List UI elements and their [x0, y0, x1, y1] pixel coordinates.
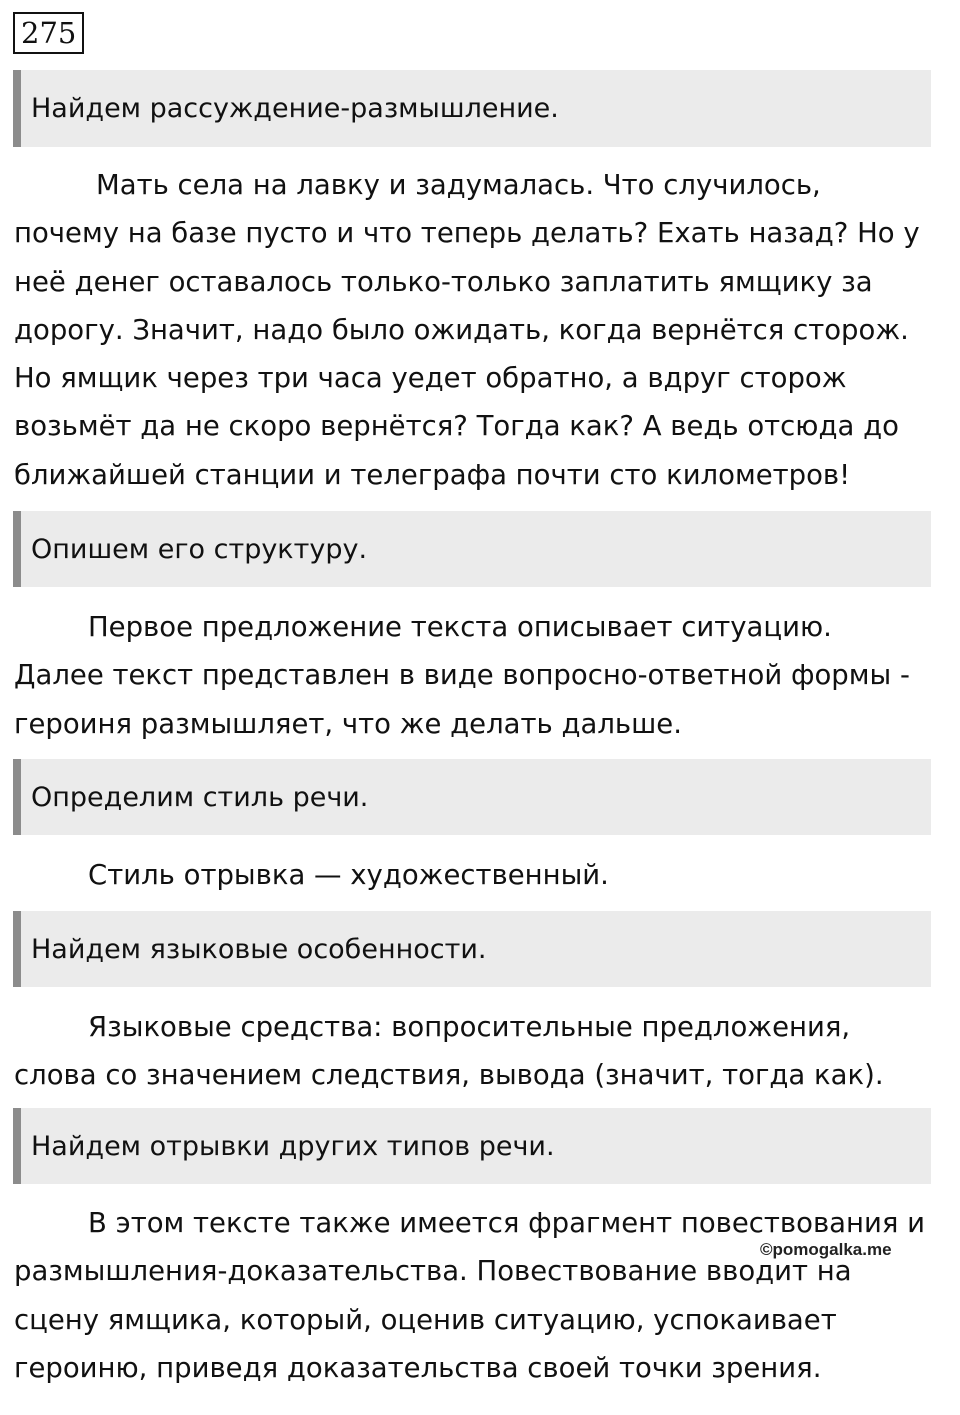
paragraph-line: дорогу. Значит, надо было ожидать, когда вернётся сторож.	[14, 313, 909, 346]
section-heading-text: Найдем рассуждение-размышление.	[31, 93, 559, 124]
paragraph-line: почему на базе пусто и что теперь делать? Ехать назад? Но у	[14, 217, 920, 250]
paragraph-line: размышления-доказательства. Повествование вводит на	[14, 1255, 852, 1288]
watermark: ©pomogalka.me	[760, 1240, 892, 1259]
paragraph-line: Первое предложение текста описывает ситуацию.	[88, 611, 832, 643]
section-heading-text: Найдем отрывки других типов речи.	[31, 1130, 555, 1162]
section-heading-other-types	[13, 1108, 931, 1184]
section-heading-text: Определим стиль речи.	[31, 781, 369, 813]
exercise-number: 275	[13, 12, 84, 54]
paragraph-language-features	[14, 1003, 939, 1100]
section-heading-reasoning	[13, 70, 931, 147]
section-heading-structure	[13, 511, 931, 587]
paragraph-line: слова со значением следствия, вывода (значит, тогда как).	[14, 1059, 884, 1092]
paragraph-line: возьмёт да не скоро вернётся? Тогда как? А ведь отсюда до	[14, 410, 899, 443]
paragraph-line: Далее текст представлен в виде вопросно-ответной формы -	[14, 659, 910, 692]
section-heading-text: Опишем его структуру.	[31, 533, 368, 565]
paragraph-line: Мать села на лавку и задумалась. Что случилось,	[96, 169, 821, 201]
section-heading-text: Найдем языковые особенности.	[31, 933, 487, 965]
paragraph-line: Но ямщик через три часа уедет обратно, а вдруг сторож	[14, 362, 847, 395]
paragraph-line: героиню, приведя доказательства своей точки зрения.	[14, 1351, 822, 1384]
paragraph-line: сцену ямщика, который, оценив ситуацию, успокаивает	[14, 1303, 837, 1336]
paragraph-excerpt	[14, 161, 939, 499]
paragraph-other-types	[14, 1199, 939, 1392]
section-heading-style	[13, 759, 931, 835]
paragraph-line: Языковые средства: вопросительные предложения,	[88, 1011, 851, 1043]
paragraph-structure	[14, 603, 939, 748]
paragraph-line: В этом тексте также имеется фрагмент повествования и	[88, 1207, 926, 1239]
paragraph-line: Стиль отрывка — художественный.	[88, 859, 609, 891]
paragraph-line: героиня размышляет, что же делать дальше.	[14, 707, 682, 740]
paragraph-style	[14, 851, 939, 899]
paragraph-line: ближайшей станции и телеграфа почти сто километров!	[14, 458, 851, 491]
paragraph-line: неё денег оставалось только-только заплатить ямщику за	[14, 265, 873, 298]
section-heading-language-features	[13, 911, 931, 987]
